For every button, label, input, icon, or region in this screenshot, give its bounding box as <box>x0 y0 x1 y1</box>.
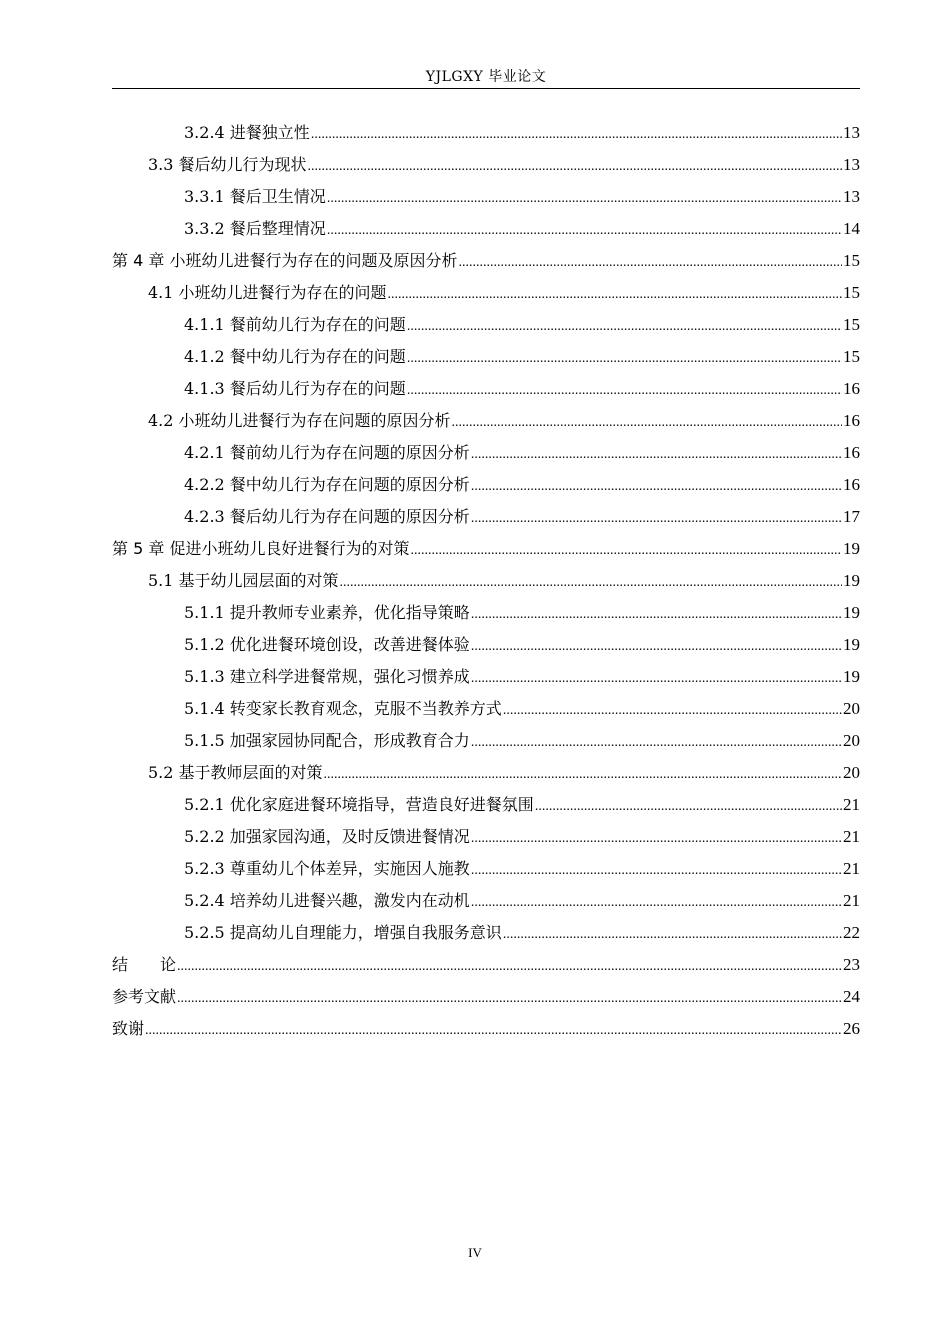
toc-entry-title: 5.1.5 加强家园协同配合，形成教育合力 <box>184 731 470 750</box>
toc-entry-page: 13 <box>843 187 860 206</box>
toc-leader-dots <box>535 791 842 823</box>
toc-entry-page: 19 <box>843 571 860 590</box>
toc-entry-page: 15 <box>843 315 860 334</box>
toc-entry[interactable] <box>112 789 860 821</box>
toc-entry-title: 3.2.4 进餐独立性 <box>184 123 310 142</box>
toc-leader-dots <box>407 311 842 343</box>
toc-entry[interactable] <box>112 661 860 693</box>
toc-entry-page: 21 <box>843 891 860 910</box>
toc-entry-page: 14 <box>843 219 860 238</box>
header-title: YJLGXY 毕业论文 <box>425 69 547 85</box>
toc-entry-title: 第 4 章 小班幼儿进餐行为存在的问题及原因分析 <box>112 251 458 270</box>
toc-entry[interactable] <box>112 757 860 789</box>
toc-entry-page: 13 <box>843 155 860 174</box>
toc-entry-title: 4.1 小班幼儿进餐行为存在的问题 <box>148 283 387 302</box>
toc-entry-page: 23 <box>843 955 860 974</box>
toc-entry-page: 19 <box>843 539 860 558</box>
toc-entry-title: 4.1.1 餐前幼儿行为存在的问题 <box>184 315 406 334</box>
toc-leader-dots <box>340 567 842 599</box>
toc-leader-dots <box>458 247 842 279</box>
toc-leader-dots <box>311 119 842 151</box>
page-footer <box>0 1245 950 1261</box>
toc-entry[interactable] <box>112 917 860 949</box>
toc-entry[interactable] <box>112 1013 860 1045</box>
toc-entry-title: 5.1.3 建立科学进餐常规，强化习惯养成 <box>184 667 470 686</box>
toc-entry-page: 15 <box>843 251 860 270</box>
toc-leader-dots <box>388 279 842 311</box>
toc-entry[interactable] <box>112 981 860 1013</box>
toc-leader-dots <box>471 887 842 919</box>
toc-entry-page: 15 <box>843 283 860 302</box>
toc-entry-title: 5.2.3 尊重幼儿个体差异，实施因人施教 <box>184 859 470 878</box>
toc-entry-title: 3.3 餐后幼儿行为现状 <box>148 155 307 174</box>
toc-entry[interactable] <box>112 565 860 597</box>
toc-entry-page: 21 <box>843 827 860 846</box>
toc-entry[interactable] <box>112 149 860 181</box>
toc-entry[interactable] <box>112 533 860 565</box>
toc-entry[interactable] <box>112 277 860 309</box>
toc-leader-dots <box>471 631 842 663</box>
toc-leader-dots <box>471 503 842 535</box>
toc-entry[interactable] <box>112 373 860 405</box>
toc-entry-title: 4.2.1 餐前幼儿行为存在问题的原因分析 <box>184 443 470 462</box>
toc-leader-dots <box>471 663 842 695</box>
toc-entry-title: 5.2 基于教师层面的对策 <box>148 763 323 782</box>
toc-entry[interactable] <box>112 853 860 885</box>
toc-leader-dots <box>471 439 842 471</box>
toc-leader-dots <box>324 759 842 791</box>
toc-entry-title: 5.1.2 优化进餐环境创设，改善进餐体验 <box>184 635 470 654</box>
toc-entry[interactable] <box>112 629 860 661</box>
toc-entry[interactable] <box>112 949 860 981</box>
toc-entry[interactable] <box>112 117 860 149</box>
toc-entry-title: 5.2.4 培养幼儿进餐兴趣，激发内在动机 <box>184 891 470 910</box>
toc-entry-title: 4.2 小班幼儿进餐行为存在问题的原因分析 <box>148 411 451 430</box>
toc-entry-title: 5.2.2 加强家园沟通，及时反馈进餐情况 <box>184 827 470 846</box>
toc-entry-page: 20 <box>843 763 860 782</box>
toc-entry[interactable] <box>112 725 860 757</box>
toc-entry-page: 19 <box>843 603 860 622</box>
toc-entry-title: 4.2.3 餐后幼儿行为存在问题的原因分析 <box>184 507 470 526</box>
header-rule <box>112 88 860 89</box>
toc-entry-title: 第 5 章 促进小班幼儿良好进餐行为的对策 <box>112 539 410 558</box>
toc-entry[interactable] <box>112 821 860 853</box>
table-of-contents <box>112 117 860 1045</box>
page-header <box>112 68 860 86</box>
toc-entry-title: 致谢 <box>112 1019 145 1038</box>
toc-leader-dots <box>471 599 842 631</box>
toc-entry[interactable] <box>112 213 860 245</box>
toc-entry-page: 17 <box>843 507 860 526</box>
toc-entry[interactable] <box>112 181 860 213</box>
toc-entry-title: 5.1.1 提升教师专业素养，优化指导策略 <box>184 603 470 622</box>
toc-entry-page: 16 <box>843 379 860 398</box>
toc-entry-title: 参考文献 <box>112 987 177 1006</box>
toc-entry-title: 3.3.2 餐后整理情况 <box>184 219 326 238</box>
toc-entry-title: 4.1.3 餐后幼儿行为存在的问题 <box>184 379 406 398</box>
toc-entry[interactable] <box>112 437 860 469</box>
toc-entry-title: 5.2.1 优化家庭进餐环境指导，营造良好进餐氛围 <box>184 795 534 814</box>
toc-entry[interactable] <box>112 245 860 277</box>
toc-entry-page: 22 <box>843 923 860 942</box>
toc-entry-page: 13 <box>843 123 860 142</box>
toc-entry[interactable] <box>112 597 860 629</box>
toc-entry[interactable] <box>112 693 860 725</box>
toc-entry-page: 19 <box>843 635 860 654</box>
toc-leader-dots <box>503 919 842 951</box>
toc-leader-dots <box>145 1015 842 1047</box>
toc-leader-dots <box>327 215 842 247</box>
toc-leader-dots <box>407 375 842 407</box>
toc-leader-dots <box>308 151 842 183</box>
toc-leader-dots <box>177 951 842 983</box>
toc-entry[interactable] <box>112 885 860 917</box>
toc-entry-title: 5.2.5 提高幼儿自理能力，增强自我服务意识 <box>184 923 502 942</box>
toc-entry[interactable] <box>112 405 860 437</box>
toc-leader-dots <box>471 471 842 503</box>
toc-entry-page: 15 <box>843 347 860 366</box>
toc-entry-title: 3.3.1 餐后卫生情况 <box>184 187 326 206</box>
toc-entry-title: 5.1 基于幼儿园层面的对策 <box>148 571 339 590</box>
toc-entry-page: 26 <box>843 1019 860 1038</box>
toc-entry[interactable] <box>112 309 860 341</box>
toc-entry[interactable] <box>112 341 860 373</box>
toc-entry-page: 16 <box>843 475 860 494</box>
toc-leader-dots <box>471 823 842 855</box>
toc-entry-title: 4.2.2 餐中幼儿行为存在问题的原因分析 <box>184 475 470 494</box>
toc-leader-dots <box>410 535 842 567</box>
toc-entry-page: 21 <box>843 859 860 878</box>
toc-entry-page: 21 <box>843 795 860 814</box>
toc-leader-dots <box>471 727 842 759</box>
toc-entry-page: 20 <box>843 699 860 718</box>
toc-leader-dots <box>327 183 842 215</box>
toc-entry-page: 20 <box>843 731 860 750</box>
page-number: IV <box>468 1245 482 1260</box>
toc-entry-page: 19 <box>843 667 860 686</box>
toc-leader-dots <box>177 983 842 1015</box>
toc-entry-page: 16 <box>843 411 860 430</box>
toc-entry-title: 结 论 <box>112 955 177 974</box>
toc-entry-title: 5.1.4 转变家长教育观念，克服不当教养方式 <box>184 699 502 718</box>
toc-entry-title: 4.1.2 餐中幼儿行为存在的问题 <box>184 347 406 366</box>
toc-leader-dots <box>471 855 842 887</box>
toc-entry-page: 16 <box>843 443 860 462</box>
toc-leader-dots <box>503 695 842 727</box>
toc-entry[interactable] <box>112 501 860 533</box>
toc-leader-dots <box>407 343 842 375</box>
toc-entry[interactable] <box>112 469 860 501</box>
toc-entry-page: 24 <box>843 987 860 1006</box>
toc-leader-dots <box>452 407 842 439</box>
